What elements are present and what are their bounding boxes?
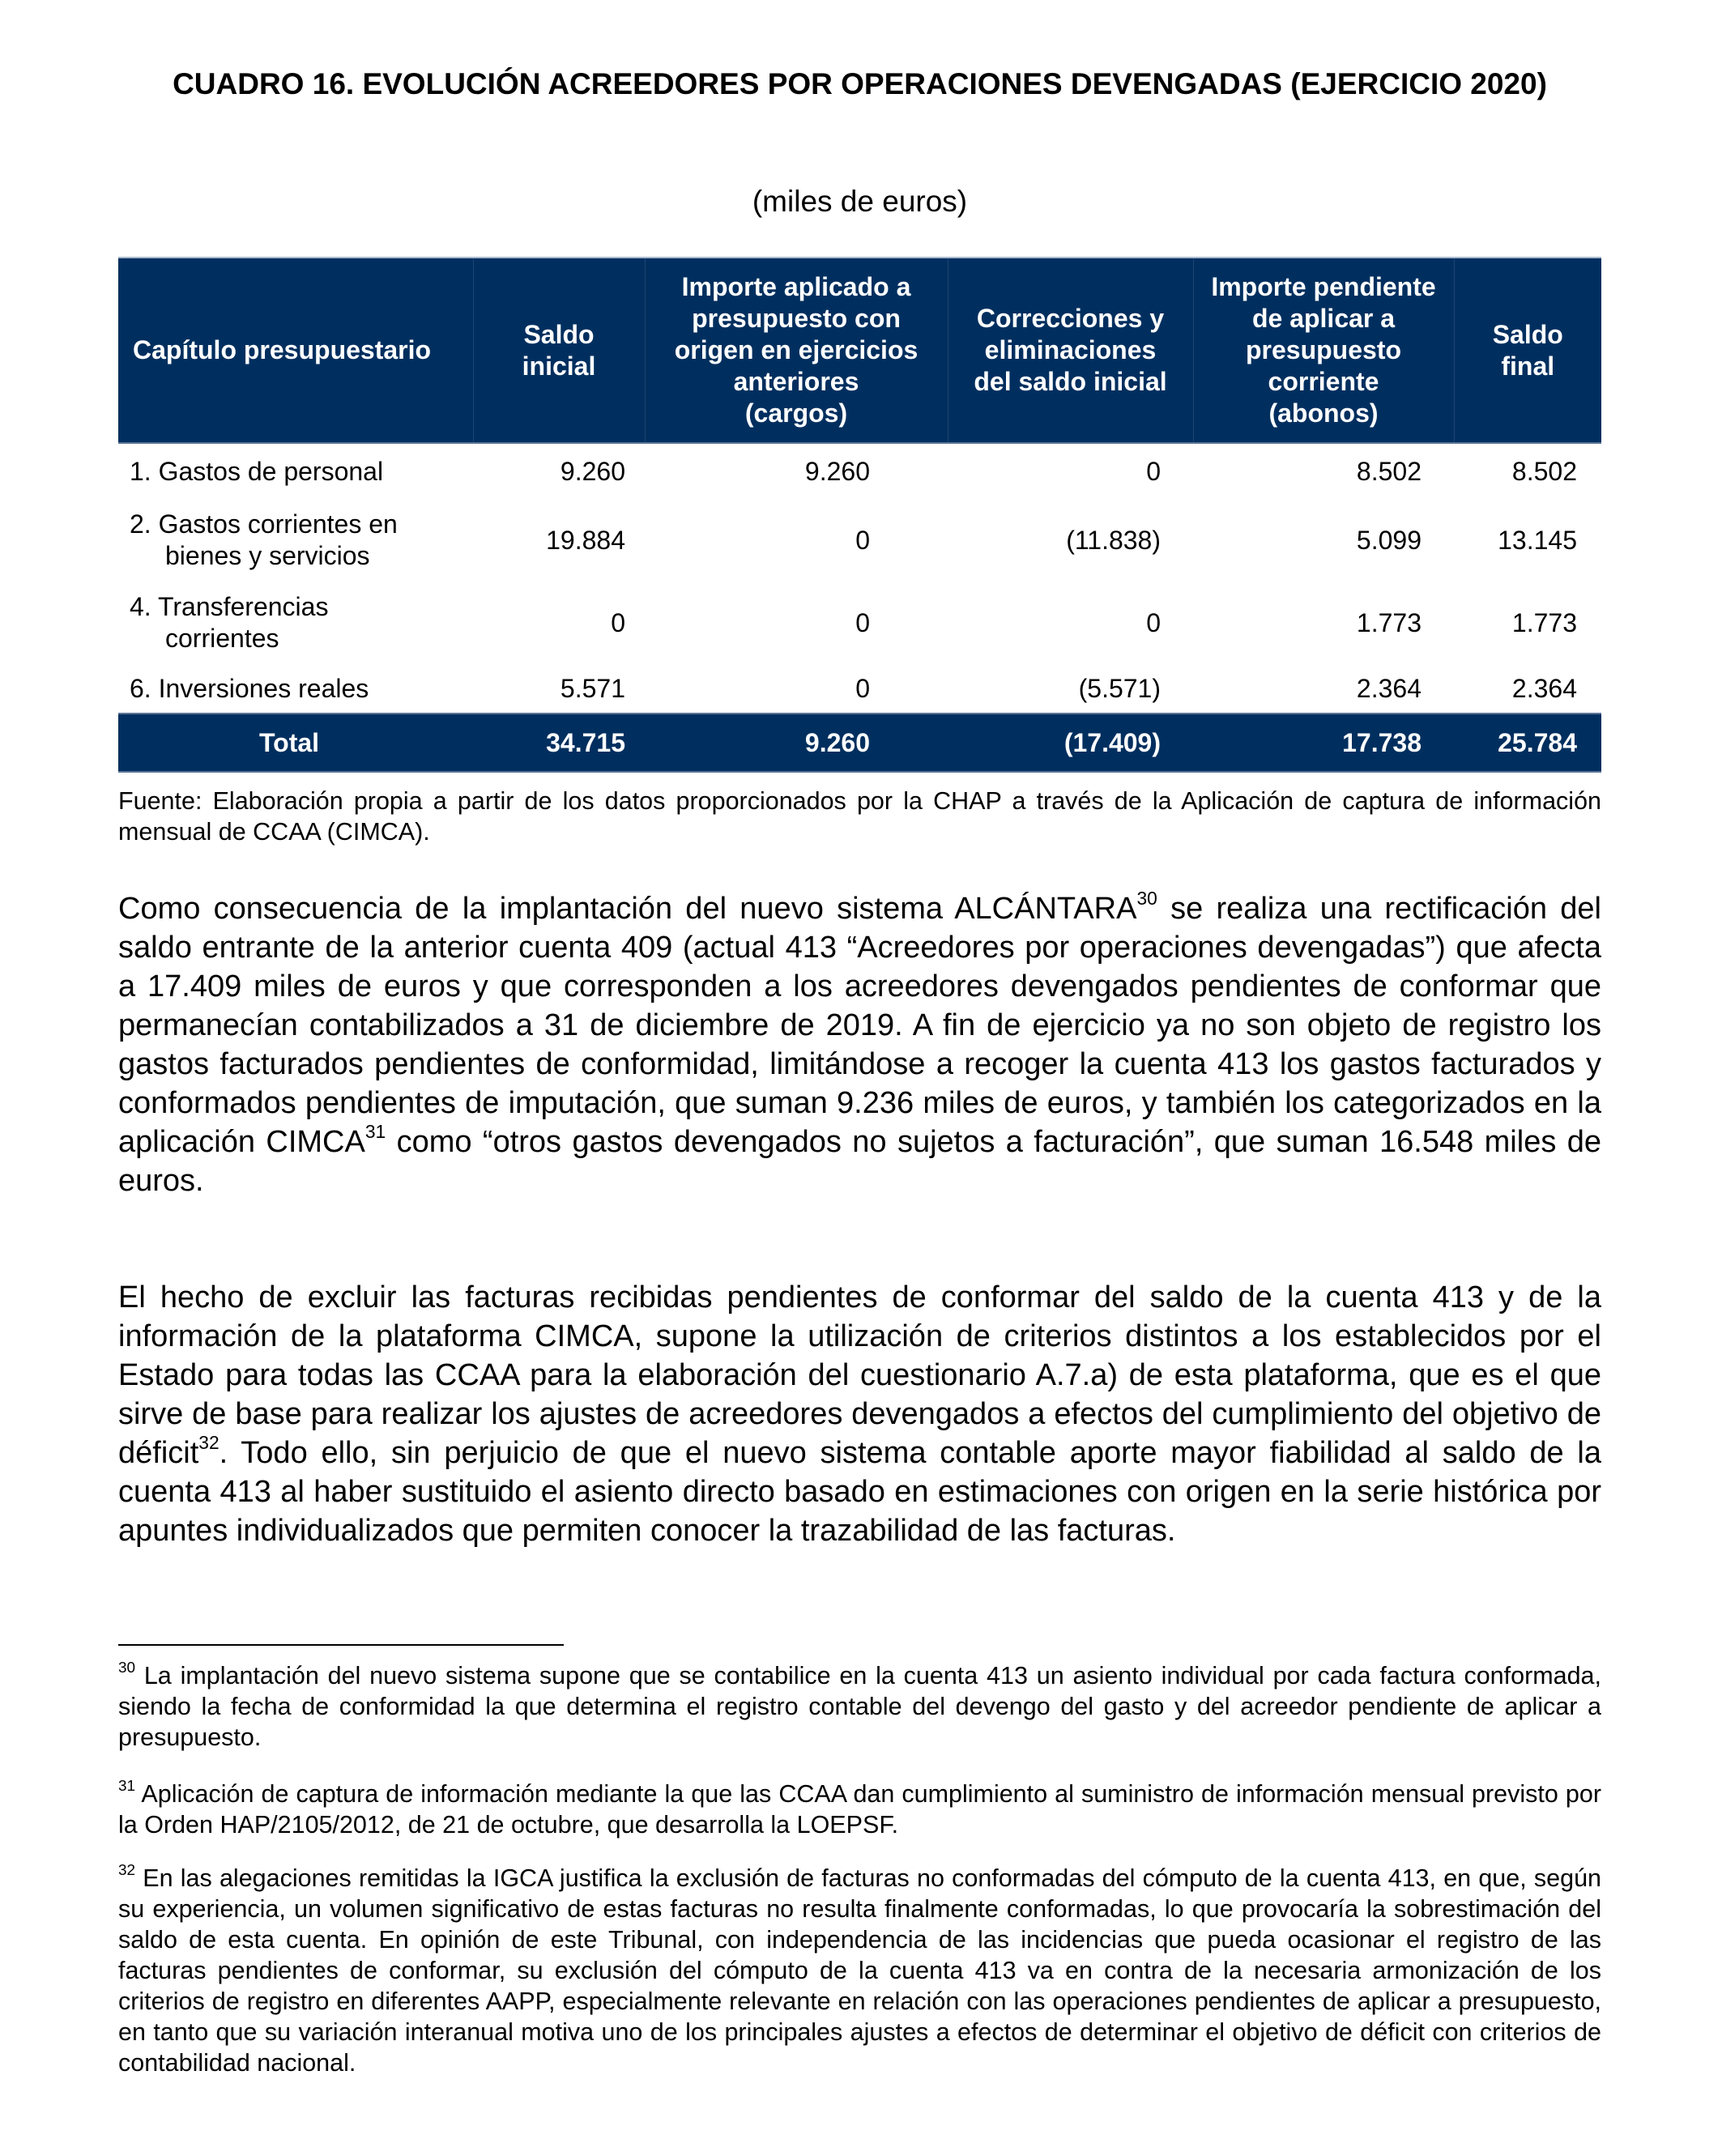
table-source-note: Fuente: Elaboración propia a partir de los datos proporcionados por la CHAP a través de la Aplicación de captura de información mensual de CCAA (CIMCA). [118, 787, 1601, 846]
col-header-capitulo: Capítulo presupuestario [118, 258, 473, 443]
cell-importe-pendiente: 1.773 [1356, 607, 1422, 637]
cell-correcciones: 0 [1146, 456, 1161, 486]
cell-correcciones: (11.838) [1066, 525, 1161, 555]
total-saldo-inicial: 34.715 [473, 714, 645, 772]
table-row [118, 443, 1601, 499]
cell-saldo-final: 13.145 [1498, 525, 1577, 555]
row-label: 4. Transferencias corrientes [130, 592, 329, 653]
creditors-table [118, 257, 1601, 773]
cell-correcciones: (5.571) [1078, 673, 1161, 703]
table-units: (miles de euros) [752, 185, 968, 218]
col-header-importe-pendiente: Importe pendiente de aplicar a presupuesto corriente (abonos) [1193, 258, 1454, 443]
row-label: 2. Gastos corrientes en bienes y servicios [130, 509, 398, 570]
col-header-correcciones: Correcciones y eliminaciones del saldo inicial [948, 258, 1193, 443]
footnote-31: $^{31}$ Aplicación de captura de información mediante la que las CCAA dan cumplimiento al suministro de información mensual previsto por la Orden HAP/2105/2012, de 21 de octubre, que desarrolla la LOEPSF. [118, 1777, 1601, 1839]
cell-saldo-inicial: 19.884 [546, 525, 625, 555]
cell-importe-pendiente: 2.364 [1356, 673, 1422, 703]
footnote-separator [118, 1644, 564, 1646]
table-title: CUADRO 16. EVOLUCIÓN ACREEDORES POR OPERACIONES DEVENGADAS (EJERCICIO 2020) [173, 67, 1547, 100]
cell-saldo-inicial: 0 [611, 607, 625, 637]
col-header-importe-aplicado: Importe aplicado a presupuesto con origen en ejercicios anteriores (cargos) [645, 258, 948, 443]
footnote-30: $^{30}$ La implantación del nuevo sistema supone que se contabilice en la cuenta 413 un asiento individual por cada factura conformada, siendo la fecha de conformidad la que determina el registro contable del devengo del gasto y del acreedor pendiente de aplicar a presupuesto. [118, 1659, 1601, 1751]
footnote-32: $^{32}$ En las alegaciones remitidas la IGCA justifica la exclusión de facturas no conformadas del cómputo de la cuenta 413, en que, según su experiencia, un volumen significativo de estas facturas no resulta finalmente conformadas, lo que provocaría la sobrestimación del saldo de esta cuenta. En opinión de este Tribunal, con independencia de las incidencias que pueda ocasionar el registro de las facturas pendientes de conformar, su exclusión del cómputo de la cuenta 413 va en contra de la necesaria armonización de los criterios de registro en diferentes AAPP, especialmente relevante en relación con las operaciones pendientes de aplicar a presupuesto, en tanto que su variación interanual motiva uno de los principales ajustes a efectos de determinar el objetivo de déficit con criterios de contabilidad nacional. [118, 1861, 1601, 2077]
table-row [118, 582, 1601, 664]
total-saldo-final: 25.784 [1454, 714, 1601, 772]
cell-importe-pendiente: 5.099 [1356, 525, 1422, 555]
table-row [118, 664, 1601, 714]
cell-importe-aplicado: 9.260 [804, 456, 870, 486]
total-row [118, 714, 1601, 772]
cell-saldo-inicial: 5.571 [560, 673, 625, 703]
table-row [118, 499, 1601, 582]
cell-importe-aplicado: 0 [855, 607, 870, 637]
cell-saldo-final: 2.364 [1511, 673, 1577, 703]
row-label: 1. Gastos de personal [130, 456, 384, 486]
table-header [118, 258, 1601, 443]
cell-importe-pendiente: 8.502 [1356, 456, 1422, 486]
footnote-ref-30[interactable]: 30 [1136, 887, 1157, 909]
col-header-saldo-inicial: Saldo inicial [473, 258, 645, 443]
col-header-saldo-final: Saldo final [1454, 258, 1601, 443]
cell-saldo-final: 8.502 [1511, 456, 1577, 486]
cell-importe-aplicado: 0 [855, 673, 870, 703]
row-label: 6. Inversiones reales [130, 673, 369, 703]
footnote-ref-32[interactable]: 32 [198, 1431, 220, 1453]
total-label: Total [118, 714, 473, 772]
body-paragraph-1: Como consecuencia de la implantación del nuevo sistema ALCÁNTARA$^{30}$ se realiza una rectificación del saldo entrante de la anterior cuenta 409 (actual 413 “Acreedores por operaciones devengadas”) que afecta a 17.409 miles de euros y que corresponden a los acreedores devengados pendientes de conformar que permanecían contabilizados a 31 de diciembre de 2019. A fin de ejercicio ya no son objeto de registro los gastos facturados pendientes de conformidad, limitándose a recoger la cuenta 413 los gastos facturados y conformados pendientes de imputación, que suman 9.236 miles de euros, y también los categorizados en la aplicación CIMCA$^{31}$ como “otros gastos devengados no sujetos a facturación”, que suman 16.548 miles de euros. [118, 887, 1601, 1198]
cell-saldo-inicial: 9.260 [560, 456, 625, 486]
total-importe-pendiente: 17.738 [1193, 714, 1454, 772]
body-paragraph-2: El hecho de excluir las facturas recibidas pendientes de conformar del saldo de la cuenta 413 y de la información de la plataforma CIMCA, supone la utilización de criterios distintos a los establecidos por el Estado para todas las CCAA para la elaboración del cuestionario A.7.a) de esta plataforma, que es el que sirve de base para realizar los ajustes de acreedores devengados a efectos del cumplimiento del objetivo de déficit$^{32}$. Todo ello, sin perjuicio de que el nuevo sistema contable aporte mayor fiabilidad al saldo de la cuenta 413 al haber sustituido el asiento directo basado en estimaciones con origen en la serie histórica por apuntes individualizados que permiten conocer la trazabilidad de las facturas. [118, 1280, 1601, 1548]
cell-correcciones: 0 [1146, 607, 1161, 637]
cell-saldo-final: 1.773 [1511, 607, 1577, 637]
cell-importe-aplicado: 0 [855, 525, 870, 555]
total-importe-aplicado: 9.260 [645, 714, 948, 772]
total-correcciones: (17.409) [948, 714, 1193, 772]
footnote-ref-31[interactable]: 31 [364, 1120, 386, 1142]
